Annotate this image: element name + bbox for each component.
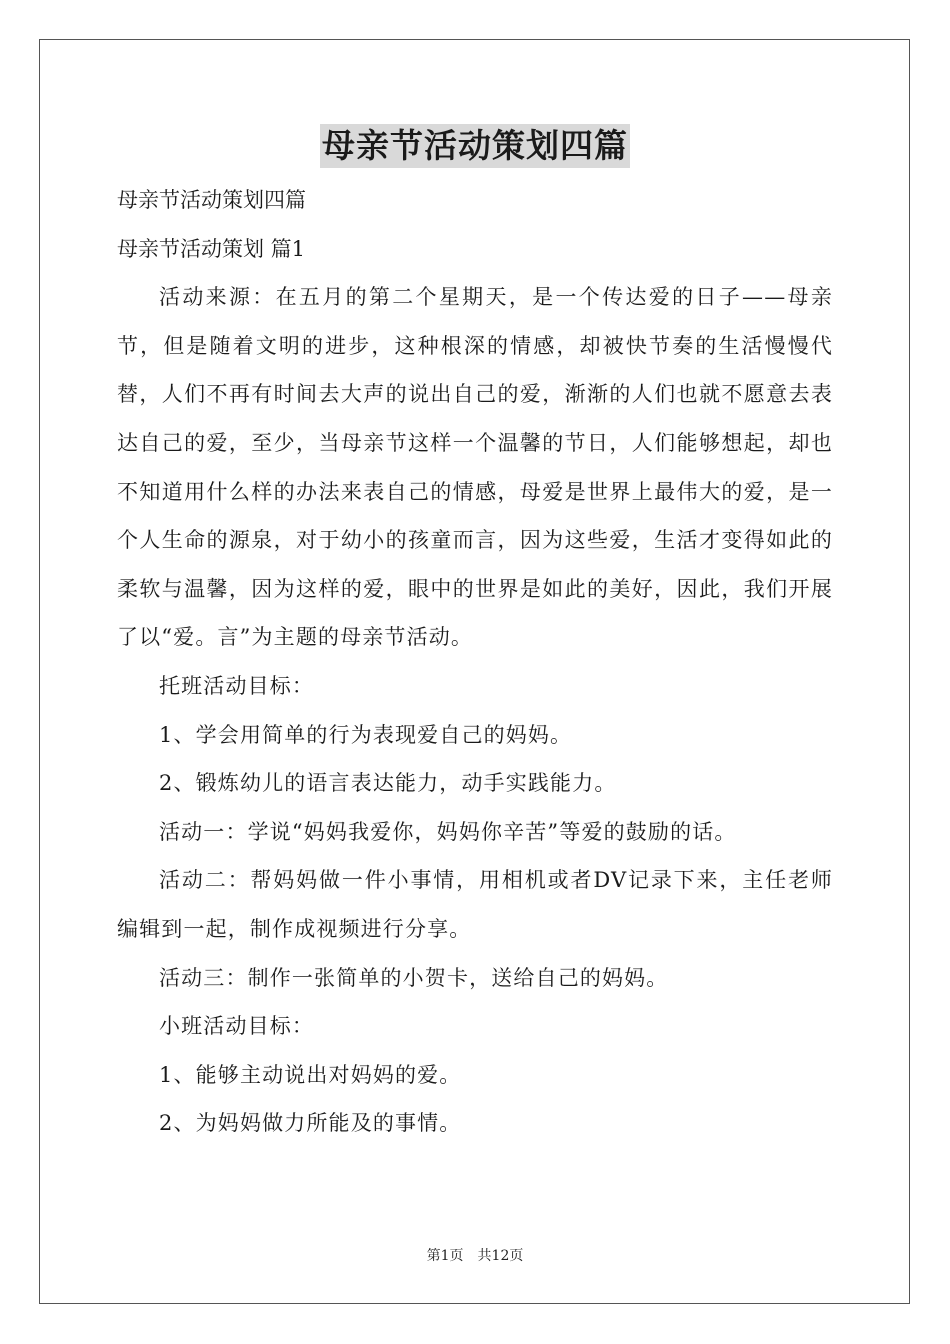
paragraph-small-class-goal-2: 2、为妈妈做力所能及的事情。 [159, 1111, 462, 1136]
paragraph-small-class-goals-heading: 小班活动目标： [159, 1014, 315, 1039]
paragraph-activity-1: 活动一：学说“妈妈我爱你，妈妈你辛苦”等爱的鼓励的话。 [159, 819, 737, 844]
paragraph-activity-2: 活动二：帮妈妈做一件小事情，用相机或者DV记录下来，主任老师编辑到一起，制作成视频进行分享。 [117, 868, 833, 941]
page-number: 第1页 共12页 [426, 1248, 524, 1264]
paragraph-small-class-goal-1: 1、能够主动说出对妈妈的爱。 [159, 1062, 462, 1087]
section-heading: 母亲节活动策划 篇1 [117, 236, 306, 261]
document-title: 母亲节活动策划四篇 [320, 124, 630, 168]
document-body [117, 176, 833, 1148]
paragraph-toddler-goals-heading: 托班活动目标： [159, 673, 315, 698]
paragraph-activity-source: 活动来源：在五月的第二个星期天，是一个传达爱的日子——母亲节，但是随着文明的进步，这种根深的情感，却被快节奏的生活慢慢代替，人们不再有时间去大声的说出自己的爱，渐渐的人们也就不愿意去表达自己的爱，至少，当母亲节这样一个温馨的节日，人们能够想起，却也不知道用什么样的办法来表自己的情感，母爱是世界上最伟大的爱，是一个人生命的源泉，对于幼小的孩童而言，因为这些爱，生活才变得如此的柔软与温馨，因为这样的爱，眼中的世界是如此的美好，因此，我们开展了以“爱。言”为主题的母亲节活动。 [117, 285, 833, 650]
paragraph-activity-3: 活动三：制作一张简单的小贺卡，送给自己的妈妈。 [159, 965, 669, 990]
paragraph-toddler-goal-1: 1、学会用简单的行为表现爱自己的妈妈。 [159, 722, 573, 747]
title-container [0, 124, 950, 168]
document-subtitle: 母亲节活动策划四篇 [117, 188, 306, 212]
page-footer [0, 1245, 950, 1265]
paragraph-toddler-goal-2: 2、锻炼幼儿的语言表达能力，动手实践能力。 [159, 771, 617, 796]
